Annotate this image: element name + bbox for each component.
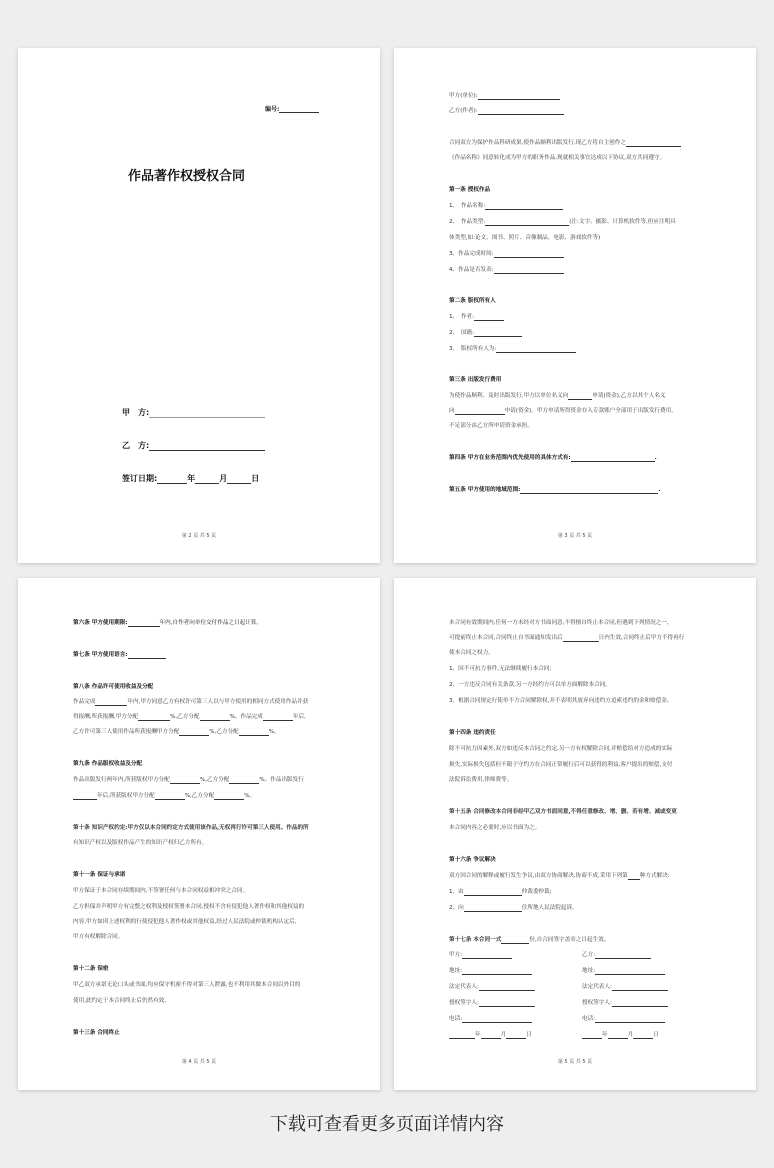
party-b-signatory: 授权签字人: — [582, 1000, 668, 1007]
contract-page-3 — [394, 48, 756, 563]
work-type-note: 体类型,如:论文、图书、照片、音像制品、电影、游戏软件等) — [449, 235, 601, 241]
preamble-line-2: 《作品名称》同意转化成为甲方的职务作品,现就相关事宜达成以下协议,双方共同遵守。 — [449, 155, 666, 161]
contract-page-2 — [18, 48, 380, 563]
article-13-heading: 第十三条 合同终止 — [73, 1030, 120, 1036]
article-14-line-2: 损失,实际损失包括但不限于守约方在合同正常履行后可以获得的利益,客户提出的赔偿,支付 — [449, 762, 673, 768]
article-11-line-1: 甲方保证于本合同存续期间内,不签署任何与本合同权益相冲突之合同。 — [73, 888, 249, 894]
party-b-legal-rep: 法定代表人: — [582, 984, 668, 991]
article-16-heading: 第十六条 争议解决 — [449, 857, 496, 863]
copyright-owner-field: 3、 版权所有人为: — [449, 346, 576, 353]
article-14-line-1: 除不可抗力因素外,双方如违反本合同之约定,另一方有权解除合同,并赔偿给对方造成的实际 — [449, 746, 673, 752]
party-a-label: 甲 方: — [122, 408, 150, 417]
author-field: 1、 作者: — [449, 314, 504, 321]
article-6-field: 第六条 甲方使用期限: 年内,自作者向单位交付作品之日起计算。 — [73, 620, 262, 626]
page-footer: 第 3 页 共 5 页 — [557, 533, 593, 539]
completion-time-field: 3、作品完成时间: — [449, 251, 564, 258]
article-12-line-2: 使用,此约定于本合同终止后仍然有效。 — [73, 998, 170, 1004]
party-b-field — [122, 440, 265, 451]
party-b-sign: 乙方: — [582, 952, 651, 959]
year-label: 年 — [187, 474, 196, 483]
termination-item-1: 1、因不可抗力事件,无法继续履行本合同; — [449, 666, 552, 672]
article-8-heading: 第八条 作品许可使用收益及分配 — [73, 684, 154, 690]
day-label: 日 — [251, 474, 260, 483]
arbitration-field: 1、由 仲裁委仲裁; — [449, 889, 552, 895]
party-a-legal-rep: 法定代表人: — [449, 984, 535, 991]
article-14-line-3: 法院诉讼费用,律师费等。 — [449, 777, 513, 783]
party-a-phone: 电话: — [449, 1016, 532, 1023]
party-a-sign: 甲方: — [449, 952, 512, 959]
download-caption: 下载可查看更多页面详情内容 — [270, 1114, 504, 1135]
party-b-author: 乙方(作者): — [449, 108, 564, 115]
article-9-heading: 第九条 作品版权收益及分配 — [73, 761, 143, 767]
party-a-field — [122, 407, 265, 418]
article-3-line-3: 不足部分由乙方所申请资金承担。 — [449, 423, 533, 429]
party-a-date: 年 月 日 — [449, 1032, 532, 1039]
article-8-line-3: 乙方许可第三人使用作品所获报酬甲方分配 %,乙方分配 %。 — [73, 729, 280, 735]
article-9-line-2: 年后,所获版权甲方分配 %,乙方分配 %。 — [73, 793, 255, 800]
article-10-line-1: 第十条 知识产权约定:甲方仅以本合同约定方式使用该作品,无权再行许可第三人使用。作品的所 — [73, 825, 309, 831]
page-footer: 第 2 页 共 5 页 — [181, 533, 217, 539]
nationality-field: 2、 国籍: — [449, 330, 522, 337]
page-footer: 第 5 页 共 5 页 — [557, 1059, 593, 1065]
article-3-line-1: 为使作品顺利、及时出版发行,甲方以单位名义向 申请(资金),乙方以其个人名义 — [449, 393, 666, 399]
party-b-label: 乙 方: — [122, 441, 150, 450]
court-field: 2、向 住所地人民法院起诉。 — [449, 905, 578, 911]
article-11-line-3: 内容,甲方如因上述权利的行使侵犯他人著作权或其他权益,经过人民法院或仲裁机构认定后, — [73, 919, 297, 925]
article-9-line-1: 作品出版发行两年内,所获版权甲方分配 %,乙方分配 %。作品出版发行 — [73, 777, 304, 783]
work-type-field: 2、 作品类型: (注:文字、摄影、计算机软件等,但应注明具 — [449, 219, 676, 225]
termination-item-3: 3、根据合同规定行使单不方合同解除权,并不表明其放弃向违约方追索违约的金和赔偿金。 — [449, 698, 673, 704]
termination-line-1: 本合同有效期间内,任何一方未经对方书面同意,不得擅自终止本合同,但遇到下列情况之一, — [449, 620, 669, 626]
page-footer: 第 4 页 共 5 页 — [181, 1059, 217, 1065]
article-1-heading: 第一条 授权作品 — [449, 187, 491, 193]
party-a-unit: 甲方(单位): — [449, 93, 560, 100]
article-3-heading: 第三条 出版发行费用 — [449, 377, 502, 383]
contract-page-4 — [18, 578, 380, 1090]
contract-title: 作品著作权授权合同 — [128, 169, 246, 184]
article-11-heading: 第十一条 保证与承诺 — [73, 872, 126, 878]
termination-item-2: 2、一方违反合同有关条款,另一方经约方可以单方面解除本合同。 — [449, 682, 611, 688]
termination-line-2: 可提前终止本合同,合同终止自书面通知发出后 日内生效,合同终止后甲方不得再行 — [449, 635, 685, 641]
article-7-field: 第七条 甲方使用语言: — [73, 652, 166, 659]
article-4-field: 第四条 甲方在业务范围内优先使用的具体方式有: . — [449, 455, 657, 461]
article-17-line: 第十七条 本合同一式 份,自合同签字盖章之日起生效。 — [449, 937, 610, 943]
party-a-signatory: 授权签字人: — [449, 1000, 535, 1007]
article-15-line-1: 第十五条 合同修改本合同非经甲乙双方书面同意,不得任意修改、增、删、若有增、减或变更 — [449, 809, 677, 815]
article-10-line-2: 有知识产权以及版权作品产生的知识产权归乙方所有。 — [73, 840, 208, 846]
party-b-date: 年 月 日 — [582, 1032, 659, 1039]
article-3-line-2: 向 申请(资金)。甲方申请所得资金存入专款账户全部用于出版发行费用, — [449, 408, 673, 414]
sign-date-label: 签订日期: — [122, 474, 158, 483]
month-label: 月 — [219, 474, 228, 483]
article-8-line-1: 作品完成 年内,甲方同意乙方有权许可第三人以与甲方使用的相同方式使用作品并获 — [73, 699, 309, 705]
article-16-line-1: 双方因合同的解释或履行发生争议,由双方协商解决,协商不成,采用下列第 种方式解决: — [449, 873, 670, 879]
article-11-line-2: 乙方担保并声明甲方有完整之权利及授权签署本合同,授权不含有侵犯他人著作权和其他权益的 — [73, 904, 305, 910]
party-b-address: 地址: — [582, 968, 665, 975]
party-b-phone: 电话: — [582, 1016, 665, 1023]
contract-number-field — [265, 104, 319, 113]
contract-number-label: 编号: — [265, 106, 280, 113]
preamble-line-1: 合同双方为保护作品科研成果,使作品顺利出版发行,现乙方将自主创作之 — [449, 140, 681, 147]
article-12-line-1: 甲乙双方承诺无论口头或书面,均应保守机密不得对第三人泄露,也不利用其做本合同以外目的 — [73, 982, 301, 988]
article-2-heading: 第二条 版权所有人 — [449, 298, 496, 304]
article-15-line-2: 本合同内容之必要时,应以书面为之。 — [449, 825, 541, 831]
article-12-heading: 第十二条 保密 — [73, 966, 109, 972]
work-name-field: 1、 作品名称: — [449, 203, 563, 210]
published-field: 4、作品是否发表: — [449, 267, 564, 274]
article-11-line-4: 甲方有权解除合同。 — [73, 934, 124, 940]
article-5-field: 第五条 甲方使用的地域范围: . — [449, 487, 661, 493]
contract-page-5 — [394, 578, 756, 1090]
sign-date-field — [122, 473, 259, 484]
article-8-line-2: 得报酬,所获报酬,甲方分配 %,乙方分配 %。作品完成 年后, — [73, 714, 306, 720]
termination-line-3: 使本合同之权力。 — [449, 650, 494, 656]
article-14-heading: 第十四条 违约责任 — [449, 730, 496, 736]
party-a-address: 地址: — [449, 968, 532, 975]
